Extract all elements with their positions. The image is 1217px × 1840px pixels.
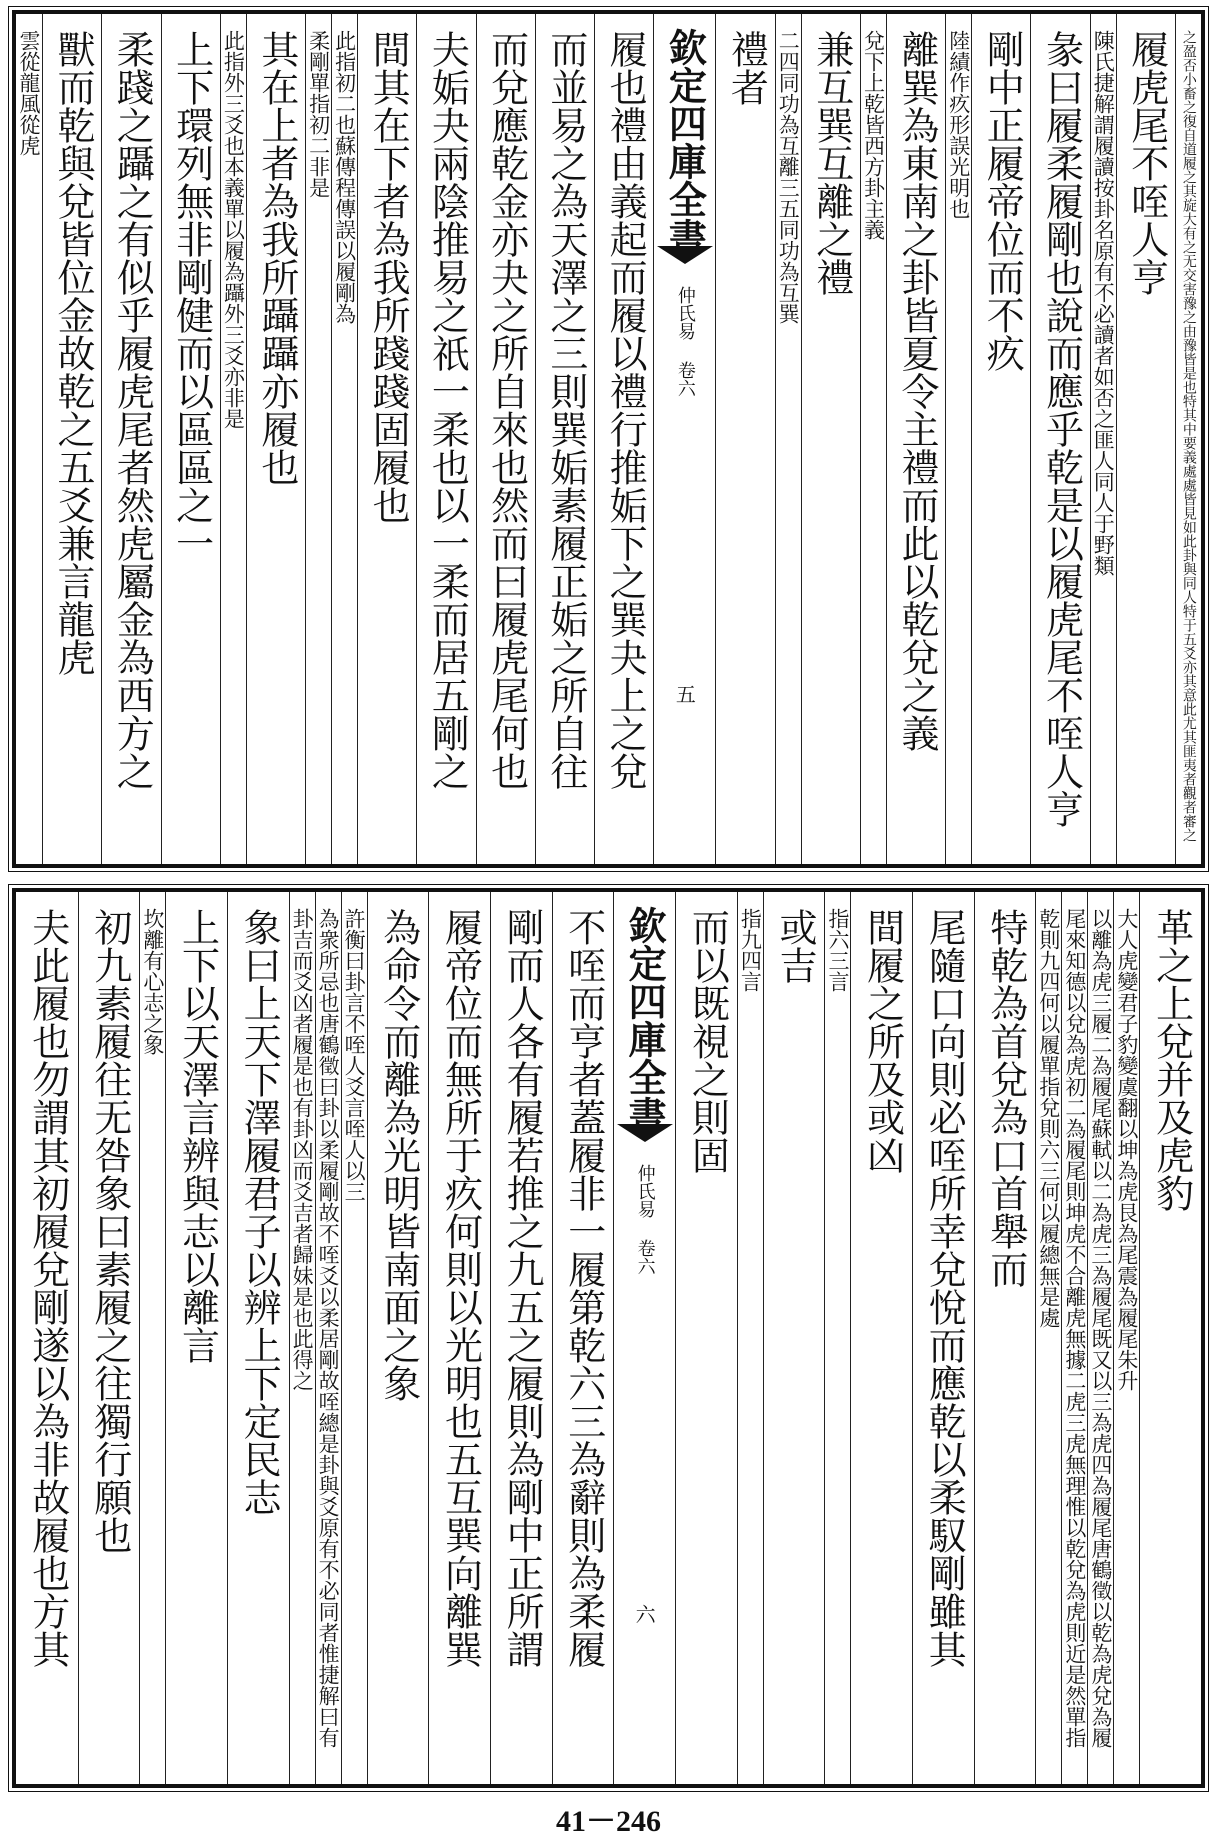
commentary-text: 為衆所忌也唐鶴徵曰卦以柔履剛故不咥爻以柔居剛故咥總是卦與爻原有不必同者惟捷解曰有 (316, 908, 341, 1748)
main-text: 獸而乾與兌皆位金故乾之五爻兼言龍虎 (51, 30, 96, 676)
center-fold-band (613, 892, 675, 1784)
commentary-text: 卦吉而爻凶者履是也有卦凶而爻吉者歸妹是也此得之 (290, 908, 315, 1391)
commentary-text: 許衡曰卦言不咥人爻言咥人以三 (342, 908, 367, 1202)
commentary-column (1113, 892, 1139, 1784)
text-column (675, 892, 737, 1784)
main-text: 兼互巽互離之禮 (809, 30, 854, 296)
commentary-text: 陳氏捷解謂履讀按卦名原有不必讀者如否之匪人同人于野類 (1091, 30, 1116, 576)
page-folio: 41－246 (556, 1805, 661, 1838)
main-text: 或吉 (773, 908, 818, 984)
main-text: 而以既視之則固 (685, 908, 730, 1174)
commentary-text: 此指初二也蘇傳程傳誤以履剛為 (332, 30, 357, 324)
text-column (101, 14, 160, 864)
commentary-text: 二四同功為互離三五同功為互巽 (776, 30, 801, 324)
collection-title: 欽定四庫全書 (662, 28, 708, 256)
text-column (1139, 892, 1201, 1784)
main-text: 象曰上天下澤履君子以辨上下定民志 (237, 908, 282, 1516)
text-column (357, 14, 416, 864)
text-column (850, 892, 912, 1784)
main-text: 間其在下者為我所踐踐固履也 (366, 30, 411, 524)
commentary-column (331, 14, 357, 864)
text-column (165, 892, 227, 1784)
main-text: 其在上者為我所躡躡亦履也 (254, 30, 299, 486)
commentary-text: 陸績作疚形誤光明也 (946, 30, 971, 219)
upper-columns (16, 14, 1201, 864)
text-column (16, 892, 78, 1784)
text-column (476, 14, 535, 864)
main-text: 夫姤夬兩陰推易之祇一柔也以一柔而居五剛之 (425, 30, 470, 790)
text-column (801, 14, 860, 864)
commentary-column (341, 892, 367, 1784)
commentary-column (315, 892, 341, 1784)
text-column (78, 892, 140, 1784)
commentary-text: 大人虎變君子豹變虞翻以坤為虎艮為尾震為履尾朱升 (1114, 908, 1139, 1391)
main-text: 而並易之為天澤之三則巽姤素履正姤之所自往 (543, 30, 588, 790)
commentary-text: 坎離有心志之象 (140, 908, 165, 1055)
main-text: 初九素履往无咎象曰素履之往獨行願也 (87, 908, 132, 1554)
leaf-number: 五 (672, 684, 697, 704)
text-column (490, 892, 552, 1784)
main-text: 特乾為首兌為口首舉而 (983, 908, 1028, 1288)
text-column (886, 14, 945, 864)
main-text: 彖曰履柔履剛也說而應乎乾是以履虎尾不咥人亨 (1039, 30, 1084, 828)
volume-label: 仲氏易 卷六 (674, 286, 696, 397)
commentary-column (945, 14, 971, 864)
text-column (594, 14, 653, 864)
main-text: 履虎尾不咥人亨 (1124, 30, 1169, 296)
main-text: 上下環列無非剛健而以區區之一 (169, 30, 214, 562)
lower-columns (16, 892, 1201, 1784)
text-column (552, 892, 614, 1784)
main-text: 剛中正履帝位而不疚 (980, 30, 1025, 372)
text-column (246, 14, 305, 864)
main-text: 不咥而亨者蓋履非一履第乾六三為辭則為柔履 (561, 908, 606, 1668)
main-text: 間履之所及或凶 (860, 908, 905, 1174)
text-column (535, 14, 594, 864)
commentary-text: 尾來知德以兌為虎初二為履尾則坤虎不合離虎無據二虎三虎無理惟以乾兌為虎則近是然單指 (1062, 908, 1087, 1748)
commentary-column (305, 14, 331, 864)
main-text: 上下以天澤言辨與志以離言 (175, 908, 220, 1364)
commentary-column (1087, 892, 1113, 1784)
main-text: 為命令而離為光明皆南面之象 (376, 908, 421, 1402)
commentary-column (289, 892, 315, 1784)
fish-tail-mark (620, 1124, 669, 1158)
text-column (971, 14, 1030, 864)
text-column (1116, 14, 1175, 864)
text-column (367, 892, 429, 1784)
volume-label: 仲氏易 卷六 (634, 1164, 656, 1275)
commentary-text: 以離為虎三履二為履尾蘇軾以二為虎三為履尾既又以三為虎四為履尾唐鶴徵以乾為虎兌為履 (1088, 908, 1113, 1748)
text-column (416, 14, 475, 864)
text-column (227, 892, 289, 1784)
commentary-text: 兌下上乾皆西方卦主義 (861, 30, 886, 240)
commentary-text: 之盈否小畜之復自道履之其旋大有之无交害豫之由豫皆是也特其中要義處處皆見如此卦與同人特于五爻亦其意此尤其匪夷者觀者審之 (1180, 30, 1197, 842)
commentary-text: 指九四言 (738, 908, 763, 992)
commentary-column (1175, 14, 1201, 864)
commentary-text: 乾則九四何以履單指兌則六三何以履總無是處 (1036, 908, 1061, 1328)
main-text: 離巽為東南之卦皆夏令主禮而此以乾兌之義 (894, 30, 939, 752)
main-text: 而兌應乾金亦夬之所自來也然而曰履虎尾何也 (484, 30, 529, 790)
text-column (42, 14, 101, 864)
commentary-text: 此指外三爻也本義單以履為躡外三爻亦非是 (221, 30, 246, 429)
text-column (1030, 14, 1089, 864)
main-text: 革之上兌并及虎豹 (1149, 908, 1194, 1212)
leaf-number: 六 (632, 1604, 657, 1624)
text-column (715, 14, 774, 864)
commentary-column (1090, 14, 1116, 864)
fish-tail-mark (660, 246, 709, 280)
main-text: 履帝位而無所于疚何則以光明也五互巽向離巽 (438, 908, 483, 1668)
commentary-column (139, 892, 165, 1784)
commentary-text: 柔剛單指初二非是 (306, 30, 331, 198)
commentary-column (824, 892, 850, 1784)
center-fold-band (653, 14, 715, 864)
text-column (428, 892, 490, 1784)
main-text: 夫此履也勿謂其初履兌剛遂以為非故履也方其 (25, 908, 70, 1668)
text-column (974, 892, 1036, 1784)
upper-page (12, 10, 1205, 868)
commentary-column (737, 892, 763, 1784)
main-text: 柔踐之躡之有似乎履虎尾者然虎屬金為西方之 (110, 30, 155, 790)
commentary-column (220, 14, 246, 864)
lower-page (12, 888, 1205, 1788)
main-text: 禮者 (724, 30, 769, 106)
main-text: 剛而人各有履若推之九五之履則為剛中正所謂 (500, 908, 545, 1668)
main-text: 履也禮由義起而履以禮行推姤下之巽夬上之兌 (603, 30, 648, 790)
collection-title: 欽定四庫全書 (622, 906, 668, 1134)
commentary-column (860, 14, 886, 864)
commentary-column (1061, 892, 1087, 1784)
commentary-column (1035, 892, 1061, 1784)
text-column (161, 14, 220, 864)
main-text: 尾隨口向則必咥所幸兌悅而應乾以柔馭剛雖其 (922, 908, 967, 1668)
commentary-text: 指六三言 (825, 908, 850, 992)
commentary-text: 雲從龍風從虎 (17, 30, 42, 156)
text-column (912, 892, 974, 1784)
commentary-column (775, 14, 801, 864)
commentary-column (16, 14, 42, 864)
text-column (763, 892, 825, 1784)
